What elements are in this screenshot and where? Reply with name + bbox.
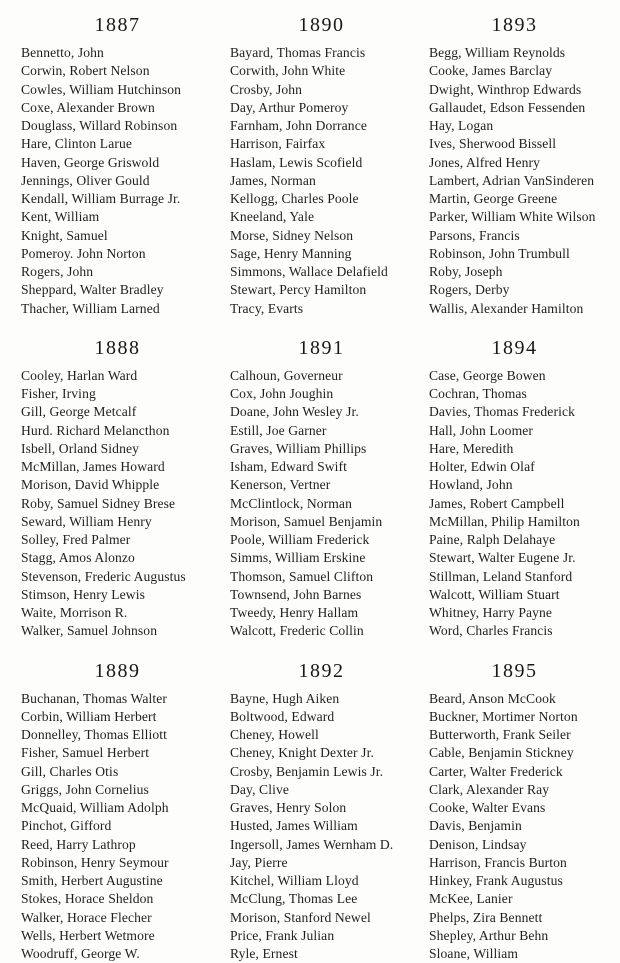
name-entry: Cowles, William Hutchinson <box>21 81 182 97</box>
name-entry: Hay, Logan <box>429 118 494 133</box>
name-entry: Hall, John Loomer <box>429 422 534 438</box>
name-entry: Doane, John Wesley Jr. <box>230 404 359 420</box>
name-entry: Graves, Henry Solon <box>230 800 347 815</box>
name-entry: Whitney, Harry Payne <box>429 605 553 620</box>
name-entry: Begg, William Reynolds <box>429 45 566 60</box>
name-entry: Reed, Harry Lathrop <box>21 836 136 852</box>
year-group <box>230 660 427 963</box>
name-entry: McQuaid, William Adolph <box>21 800 169 815</box>
name-entry: Gill, Charles Otis <box>21 763 119 779</box>
name-list <box>21 44 228 318</box>
name-entry: Stagg, Amos Alonzo <box>21 550 135 566</box>
year-group <box>429 660 614 963</box>
name-entry: Beard, Anson McCook <box>429 690 556 706</box>
name-entry: Simms, William Erskine <box>230 550 366 566</box>
name-entry: Hurd. Richard Melancthon <box>21 422 170 438</box>
name-entry: Morison, David Whipple <box>21 477 160 493</box>
name-entry: Hare, Meredith <box>429 440 514 456</box>
name-entry: Jennings, Oliver Gould <box>21 172 150 188</box>
name-entry: Corwin, Robert Nelson <box>21 63 150 79</box>
name-list <box>230 690 427 963</box>
name-list <box>429 44 614 318</box>
name-entry: Bennetto, John <box>21 45 104 60</box>
name-entry: Davis, Benjamin <box>429 818 522 834</box>
name-entry: Walcott, William Stuart <box>429 586 560 602</box>
name-entry: Clark, Alexander Ray <box>429 781 550 797</box>
name-entry: Ryle, Ernest <box>230 946 298 961</box>
year-heading: 1895 <box>491 659 538 682</box>
name-entry: Butterworth, Frank Seiler <box>429 727 571 742</box>
name-entry: James, Robert Campbell <box>429 495 565 511</box>
name-entry: Buckner, Mortimer Norton <box>429 708 578 724</box>
name-entry: Parsons, Francis <box>429 227 520 243</box>
name-entry: Shepley, Arthur Behn <box>429 927 549 943</box>
name-entry: Morse, Sidney Nelson <box>230 227 354 243</box>
name-entry: Woodruff, George W. <box>21 946 140 961</box>
name-entry: Bayne, Hugh Aiken <box>230 690 340 706</box>
name-entry: Stillman, Leland Stanford <box>429 568 573 584</box>
name-entry: Parker, William White Wilson <box>429 209 596 225</box>
name-entry: Kendall, William Burrage Jr. <box>21 191 181 206</box>
name-entry: Ingersoll, James Wernham D. <box>230 836 394 852</box>
name-entry: Day, Clive <box>230 781 290 797</box>
name-entry: Denison, Lindsay <box>429 836 527 852</box>
name-entry: Seward, William Henry <box>21 513 152 529</box>
name-entry: Holter, Edwin Olaf <box>429 459 535 474</box>
name-entry: Poole, William Frederick <box>230 532 370 547</box>
name-entry: Corwith, John White <box>230 63 346 79</box>
name-entry: Haslam, Lewis Scofield <box>230 154 363 170</box>
name-entry: Howland, John <box>429 477 513 493</box>
name-entry: Hinkey, Frank Augustus <box>429 873 563 888</box>
name-entry: Buchanan, Thomas Walter <box>21 690 168 706</box>
name-entry: Walker, Samuel Johnson <box>21 623 158 639</box>
name-entry: Hare, Clinton Larue <box>21 136 132 152</box>
name-entry: Harrison, Francis Burton <box>429 854 567 870</box>
name-entry: Knight, Samuel <box>21 227 108 243</box>
name-entry: Stewart, Walter Eugene Jr. <box>429 550 576 566</box>
name-entry: Boltwood, Edward <box>230 708 335 724</box>
name-entry: Coxe, Alexander Brown <box>21 99 155 115</box>
name-entry: Crosby, Benjamin Lewis Jr. <box>230 763 384 779</box>
name-entry: Thomson, Samuel Clifton <box>230 568 374 584</box>
name-entry: Harrison, Fairfax <box>230 136 326 152</box>
name-entry: Stokes, Horace Sheldon <box>21 891 154 907</box>
name-entry: Cooley, Harlan Ward <box>21 367 138 383</box>
name-entry: Rogers, John <box>21 264 94 279</box>
name-entry: Davies, Thomas Frederick <box>429 404 575 420</box>
name-entry: Cheney, Howell <box>230 727 319 742</box>
name-list <box>429 367 614 641</box>
name-entry: McClung, Thomas Lee <box>230 891 358 907</box>
name-entry: Tracy, Evarts <box>230 300 304 316</box>
name-entry: Word, Charles Francis <box>429 623 553 639</box>
name-entry: Kenerson, Vertner <box>230 477 331 493</box>
name-entry: Pinchot, Gifford <box>21 818 112 834</box>
name-entry: Sloane, William <box>429 946 519 961</box>
name-entry: Cheney, Knight Dexter Jr. <box>230 745 374 761</box>
name-entry: Roby, Samuel Sidney Brese <box>21 495 176 511</box>
name-entry: Simmons, Wallace Delafield <box>230 264 388 279</box>
name-entry: McMillan, Philip Hamilton <box>429 513 580 529</box>
name-entry: Donnelley, Thomas Elliott <box>21 727 167 742</box>
name-entry: Solley, Fred Palmer <box>21 532 131 547</box>
name-entry: Isham, Edward Swift <box>230 459 348 474</box>
year-heading: 1888 <box>94 336 141 359</box>
name-entry: Douglass, Willard Robinson <box>21 118 178 133</box>
name-entry: McKee, Lanier <box>429 891 513 907</box>
year-heading: 1893 <box>491 14 538 36</box>
name-list <box>429 690 614 963</box>
name-entry: Day, Arthur Pomeroy <box>230 99 349 115</box>
year-group <box>429 337 614 641</box>
year-heading: 1887 <box>94 14 141 36</box>
name-entry: Cox, John Joughin <box>230 386 334 401</box>
year-group <box>230 337 427 641</box>
name-entry: Estill, Joe Garner <box>230 422 327 438</box>
year-group <box>21 660 228 963</box>
year-group <box>21 337 228 641</box>
name-entry: Stewart, Percy Hamilton <box>230 282 367 298</box>
name-list <box>230 44 427 318</box>
name-entry: Farnham, John Dorrance <box>230 118 367 133</box>
name-entry: Husted, James William <box>230 818 358 834</box>
name-entry: Carter, Walter Frederick <box>429 763 563 779</box>
name-entry: Roby, Joseph <box>429 264 503 279</box>
name-list <box>21 690 228 963</box>
name-entry: Griggs, John Cornelius <box>21 781 149 797</box>
year-heading: 1891 <box>298 336 345 359</box>
name-entry: Graves, William Phillips <box>230 440 367 456</box>
name-entry: Bayard, Thomas Francis <box>230 45 366 60</box>
name-entry: Crosby, John <box>230 81 303 97</box>
name-entry: Waite, Morrison R. <box>21 605 128 620</box>
name-entry: Fisher, Samuel Herbert <box>21 745 150 761</box>
name-entry: Lambert, Adrian VanSinderen <box>429 172 595 188</box>
name-entry: James, Norman <box>230 172 316 188</box>
name-entry: Gallaudet, Edson Fessenden <box>429 99 586 115</box>
name-entry: Jay, Pierre <box>230 854 288 870</box>
name-entry: Smith, Herbert Augustine <box>21 873 163 888</box>
name-entry: Townsend, John Barnes <box>230 586 362 602</box>
year-heading: 1890 <box>298 14 345 36</box>
name-entry: Cable, Benjamin Stickney <box>429 745 574 761</box>
name-list <box>21 367 228 641</box>
year-group <box>21 14 228 318</box>
name-entry: Tweedy, Henry Hallam <box>230 605 359 620</box>
name-entry: Morison, Stanford Newel <box>230 909 371 925</box>
name-entry: Cooke, James Barclay <box>429 63 553 79</box>
name-entry: Kellogg, Charles Poole <box>230 191 359 206</box>
name-entry: Case, George Bowen <box>429 367 546 383</box>
name-entry: Paine, Ralph Delahaye <box>429 532 556 547</box>
name-entry: Kitchel, William Lloyd <box>230 873 359 888</box>
name-entry: Isbell, Orland Sidney <box>21 440 140 456</box>
name-entry: Pomeroy. John Norton <box>21 245 146 261</box>
name-entry: Wells, Herbert Wetmore <box>21 927 155 943</box>
name-entry: Robinson, Henry Seymour <box>21 854 169 870</box>
name-entry: Dwight, Winthrop Edwards <box>429 81 582 97</box>
name-entry: Kneeland, Yale <box>230 209 315 225</box>
name-entry: Morison, Samuel Benjamin <box>230 513 383 529</box>
name-entry: Jones, Alfred Henry <box>429 154 541 170</box>
name-entry: McClintlock, Norman <box>230 495 352 511</box>
name-entry: Price, Frank Julian <box>230 927 335 943</box>
name-entry: Rogers, Derby <box>429 282 510 298</box>
name-entry: Wallis, Alexander Hamilton <box>429 300 584 316</box>
name-entry: Stevenson, Frederic Augustus <box>21 568 186 584</box>
name-entry: Thacher, William Larned <box>21 300 160 316</box>
year-group <box>230 14 427 318</box>
name-entry: Corbin, William Herbert <box>21 708 157 724</box>
name-entry: Phelps, Zira Bennett <box>429 909 543 925</box>
year-heading: 1889 <box>94 659 141 682</box>
year-heading: 1892 <box>298 659 345 682</box>
name-entry: Fisher, Irving <box>21 386 96 401</box>
name-entry: Ives, Sherwood Bissell <box>429 136 557 152</box>
year-group <box>429 14 614 318</box>
year-heading: 1894 <box>491 336 538 359</box>
name-entry: Haven, George Griswold <box>21 154 160 170</box>
name-entry: Martin, George Greene <box>429 191 558 206</box>
name-entry: Stimson, Henry Lewis <box>21 586 145 602</box>
name-list <box>230 367 427 641</box>
name-entry: Walcott, Frederic Collin <box>230 623 364 639</box>
name-entry: Cooke, Walter Evans <box>429 800 546 815</box>
name-entry: Kent, William <box>21 209 100 225</box>
name-entry: McMillan, James Howard <box>21 459 165 474</box>
name-entry: Sage, Henry Manning <box>230 245 352 261</box>
name-entry: Sheppard, Walter Bradley <box>21 282 164 298</box>
name-entry: Walker, Horace Flecher <box>21 909 152 925</box>
name-entry: Robinson, John Trumbull <box>429 245 570 261</box>
name-entry: Cochran, Thomas <box>429 386 527 401</box>
name-entry: Calhoun, Governeur <box>230 367 343 383</box>
name-entry: Gill, George Metcalf <box>21 404 137 420</box>
